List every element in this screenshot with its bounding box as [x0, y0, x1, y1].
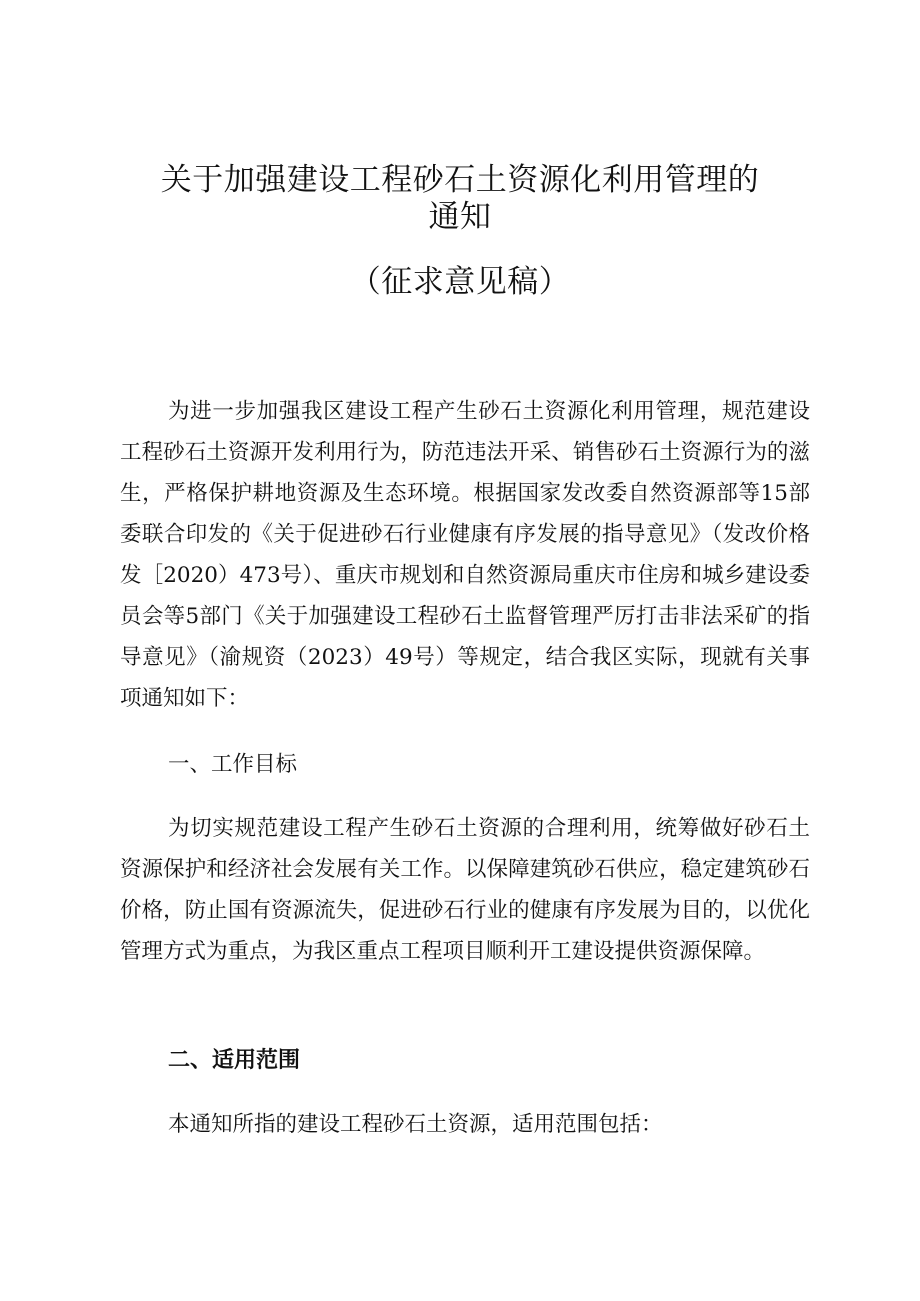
- section-heading-scope: 二、适用范围: [168, 1048, 301, 1073]
- scope-paragraph: 本通知所指的建设工程砂石土资源，适用范围包括：: [168, 1112, 663, 1137]
- section-heading-goals: 一、工作目标: [168, 752, 298, 777]
- document-title-line2: 通知: [428, 199, 492, 235]
- goals-paragraph: 为切实规范建设工程产生砂石土资源的合理利用，统筹做好砂石土资源保护和经济社会发展有关工作。以保障建筑砂石供应，稳定建筑砂石价格，防止国有资源流失，促进砂石行业的健康有序发展为目的，以优化管理方式为重点，为我区重点工程项目顺利开工建设提供资源保障。: [120, 816, 810, 964]
- document-title-line1: 关于加强建设工程砂石土资源化利用管理的: [160, 162, 760, 198]
- document-subtitle: （征求意见稿）: [349, 264, 571, 300]
- intro-paragraph: 为进一步加强我区建设工程产生砂石土资源化利用管理，规范建设工程砂石土资源开发利用行为，防范违法开采、销售砂石土资源行为的滋生，严格保护耕地资源及生态环境。根据国家发改委自然资源部等15部委联合印发的《关于促进砂石行业健康有序发展的指导意见》（发改价格发［2020）473号）、重庆市规划和自然资源局重庆市住房和城乡建设委员会等5部门《关于加强建设工程砂石土监督管理严厉打击非法采矿的指导意见》（渝规资（2023）49号）等规定，结合我区实际，现就有关事项通知如下：: [120, 399, 810, 711]
